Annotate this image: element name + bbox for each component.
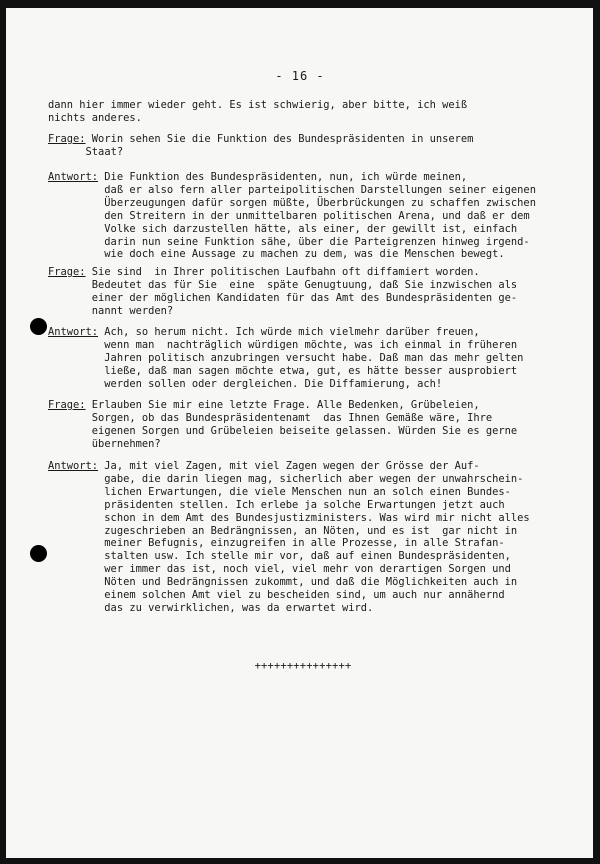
question-block <box>48 399 548 451</box>
line-text: wenn man nachträglich würdigen möchte, was ich einmal in früheren <box>98 338 518 351</box>
line-text: zugeschrieben an Bedrängnissen, an Nöten, und es ist gar nicht in <box>98 524 518 537</box>
line-text: Worin sehen Sie die Funktion des Bundespräsidenten in unserem <box>85 133 474 145</box>
scan-border-right <box>593 0 600 864</box>
text-line <box>48 339 548 352</box>
speaker-label: Frage: <box>48 399 86 411</box>
text-line <box>48 352 548 365</box>
text-line <box>48 460 548 473</box>
answer-block <box>48 326 548 391</box>
text-line <box>48 236 548 249</box>
indent <box>48 223 98 235</box>
indent <box>48 352 98 364</box>
end-divider: +++++++++++++++ <box>254 660 352 672</box>
indent <box>48 438 86 450</box>
punch-hole-bottom <box>30 545 47 562</box>
text-line <box>48 412 548 425</box>
text-line <box>48 378 548 391</box>
text-line <box>48 171 548 184</box>
indent <box>48 365 98 377</box>
indent <box>48 339 98 351</box>
text-line <box>48 602 548 615</box>
line-text: präsidenten stellen. Ich erlebe ja solche Erwartungen jetzt auch <box>98 498 505 511</box>
indent <box>48 378 98 390</box>
line-text: Ach, so herum nicht. Ich würde mich vielmehr darüber freuen, <box>98 326 480 338</box>
text-line <box>48 133 548 146</box>
text-line <box>48 576 548 589</box>
line-text: Bedeutet das für Sie eine späte Genugtuung, daß Sie inzwischen als <box>85 278 518 291</box>
line-text: wie doch eine Aussage zu machen zu dem, was die Menschen bewegt. <box>98 248 505 261</box>
question-block <box>48 266 548 318</box>
text-line <box>48 184 548 197</box>
speaker-label: Antwort: <box>48 460 99 472</box>
indent <box>48 473 98 485</box>
speaker-label: Frage: <box>48 133 86 145</box>
indent <box>48 412 86 424</box>
line-text: daß er also fern aller parteipolitischen Darstellungen seiner eigenen <box>98 183 536 196</box>
line-text: ließe, daß man sagen möchte etwa, gut, es hätte besser ausprobiert <box>98 364 518 377</box>
text-line <box>48 248 548 261</box>
indent <box>48 525 98 537</box>
indent <box>48 499 98 511</box>
line-text: nannt werden? <box>85 304 174 317</box>
text-line <box>48 326 548 339</box>
indent <box>48 146 86 158</box>
indent <box>48 537 98 549</box>
answer-block <box>48 460 548 615</box>
line-text: lichen Erwartungen, die viele Menschen nun an solch einen Bundes- <box>98 485 511 498</box>
indent <box>48 292 86 304</box>
indent <box>48 236 98 248</box>
line-text: darin nun seine Funktion sähe, über die Parteigrenzen hinweg irgend- <box>98 235 530 248</box>
line-text: einer der möglichen Kandidaten für das Amt des Bundespräsidenten ge- <box>85 291 518 304</box>
text-line <box>48 425 548 438</box>
question-block <box>48 133 548 159</box>
speaker-label: Antwort: <box>48 171 99 183</box>
text-line <box>48 223 548 236</box>
indent <box>48 563 98 575</box>
punch-hole-top <box>30 318 47 335</box>
text-line <box>48 499 548 512</box>
line-text: übernehmen? <box>85 437 161 450</box>
text-line <box>48 550 548 563</box>
indent <box>48 486 98 498</box>
text-line <box>48 112 548 125</box>
text-line <box>48 512 548 525</box>
line-text: einem solchen Amt viel zu bescheiden sind, um auch nur annähernd <box>98 589 505 602</box>
line-text: Sorgen, ob das Bundespräsidentenamt das Ihnen Gemäße wäre, Ihre <box>85 411 493 424</box>
text-line <box>48 537 548 550</box>
line-text: Sie sind in Ihrer politischen Laufbahn oft diffamiert worden. <box>85 266 480 278</box>
line-text: den Streitern in der unmittelbaren politischen Arena, und daß er dem <box>98 209 530 222</box>
line-text: Erlauben Sie mir eine letzte Frage. Alle Bedenken, Grübeleien, <box>85 399 480 411</box>
line-text: stalten usw. Ich stelle mir vor, daß auf einen Bundespräsidenten, <box>98 550 511 563</box>
speaker-label: Frage: <box>48 266 86 278</box>
text-line <box>48 197 548 210</box>
line-text: wer immer das ist, noch viel, viel mehr von derartigen Sorgen und <box>98 563 511 576</box>
line-text: werden sollen oder dergleichen. Die Diffamierung, ach! <box>98 377 443 390</box>
line-text: Die Funktion des Bundespräsidenten, nun, ich würde meinen, <box>98 171 468 183</box>
line-text: Nöten und Bedrängnissen zukommt, und daß die Möglichkeiten auch in <box>98 576 518 589</box>
line-text: eigenen Sorgen und Grübeleien beiseite gelassen. Würden Sie es gerne <box>85 424 518 437</box>
text-line <box>48 486 548 499</box>
indent <box>48 279 86 291</box>
line-text: das zu verwirklichen, was da erwartet wird. <box>98 601 374 614</box>
answer-block <box>48 171 548 261</box>
indent <box>48 425 86 437</box>
text-line <box>48 210 548 223</box>
line-text: Ja, mit viel Zagen, mit viel Zagen wegen der Grösse der Auf- <box>98 460 480 472</box>
indent <box>48 184 98 196</box>
line-text: Überzeugungen dafür sorgen müßte, Überbrückungen zu schaffen zwischen <box>98 196 536 209</box>
indent <box>48 210 98 222</box>
text-block <box>48 99 548 125</box>
line-text: dann hier immer wieder geht. Es ist schwierig, aber bitte, ich weiß <box>48 99 468 111</box>
line-text: nichts anderes. <box>48 111 142 124</box>
line-text: gabe, die darin liegen mag, sicherlich aber wegen der unwahrschein- <box>98 472 524 485</box>
text-line <box>48 99 548 112</box>
indent <box>48 589 98 601</box>
text-line <box>48 305 548 318</box>
text-line <box>48 473 548 486</box>
indent <box>48 197 98 209</box>
indent <box>48 550 98 562</box>
line-text: Jahren politisch anzubringen versucht habe. Daß man das mehr gelten <box>98 351 524 364</box>
line-text: schon in dem Amt des Bundesjustizministers. Was wird mir nicht alles <box>98 511 530 524</box>
scan-border-top <box>0 0 600 8</box>
page-number: - 16 - <box>275 69 325 83</box>
line-text: Volke sich darzustellen hätte, als einer, der gewillt ist, einfach <box>98 222 518 235</box>
text-line <box>48 589 548 602</box>
scan-border-bottom <box>0 858 600 864</box>
text-line <box>48 399 548 412</box>
text-line <box>48 266 548 279</box>
text-line <box>48 365 548 378</box>
indent <box>48 305 86 317</box>
text-line <box>48 292 548 305</box>
indent <box>48 602 98 614</box>
text-line <box>48 279 548 292</box>
line-text: meiner Befugnis, einzugreifen in alle Prozesse, in alle Strafan- <box>98 537 505 550</box>
scan-border-left <box>0 0 6 864</box>
indent <box>48 576 98 588</box>
indent <box>48 248 98 260</box>
line-text: Staat? <box>85 145 124 158</box>
indent <box>48 512 98 524</box>
text-line <box>48 563 548 576</box>
text-line <box>48 146 548 159</box>
speaker-label: Antwort: <box>48 326 99 338</box>
text-line <box>48 438 548 451</box>
text-line <box>48 525 548 538</box>
